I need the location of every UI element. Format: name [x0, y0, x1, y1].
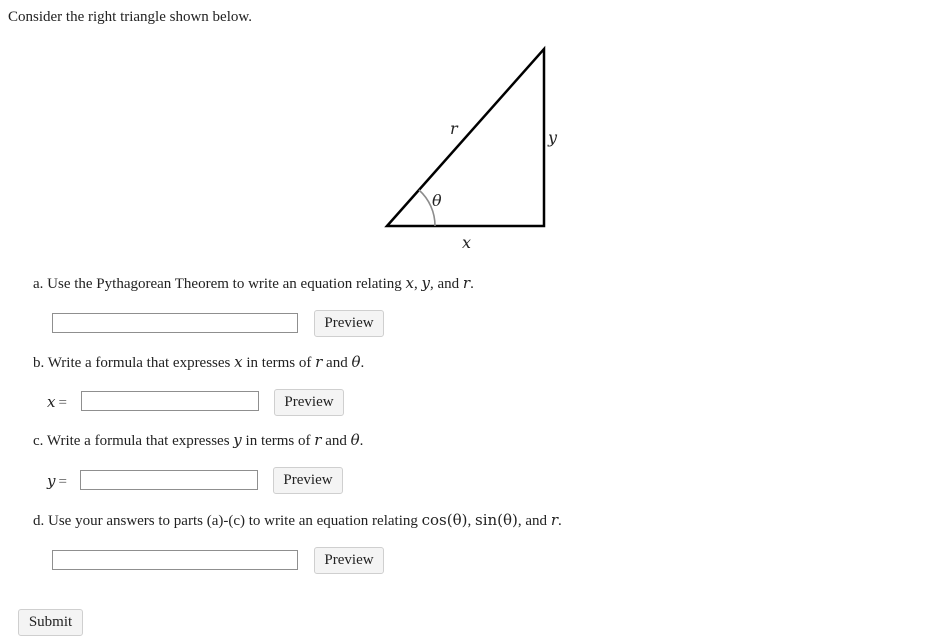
- part-b-prompt: b. Write a formula that expresses x in terms of r and θ.: [33, 353, 365, 371]
- intro-text: Consider the right triangle shown below.: [8, 9, 252, 25]
- part-d-preview-button[interactable]: Preview: [314, 547, 384, 574]
- part-b-answer-input[interactable]: [81, 391, 259, 411]
- part-a-preview-button[interactable]: Preview: [314, 310, 384, 337]
- part-c-answer-label: y =: [47, 472, 67, 490]
- part-d-prompt: d. Use your answers to parts (a)-(c) to write an equation relating cos(θ), sin(θ), and r.: [33, 511, 562, 529]
- part-c-prompt: c. Write a formula that expresses y in terms of r and θ.: [33, 431, 364, 449]
- part-b-preview-button[interactable]: Preview: [274, 389, 344, 416]
- part-b-answer-label: x =: [47, 393, 67, 411]
- part-a-prompt: a. Use the Pythagorean Theorem to write an equation relating x, y, and r.: [33, 274, 474, 292]
- part-c-preview-button[interactable]: Preview: [273, 467, 343, 494]
- label-y: y: [548, 128, 558, 147]
- label-theta: θ: [432, 191, 442, 210]
- triangle-shape: [387, 49, 544, 226]
- label-x: x: [462, 233, 472, 252]
- label-r: r: [450, 119, 458, 138]
- part-c-answer-input[interactable]: [80, 470, 258, 490]
- part-d-answer-input[interactable]: [52, 550, 298, 570]
- part-a-answer-input[interactable]: [52, 313, 298, 333]
- submit-button[interactable]: Submit: [18, 609, 83, 636]
